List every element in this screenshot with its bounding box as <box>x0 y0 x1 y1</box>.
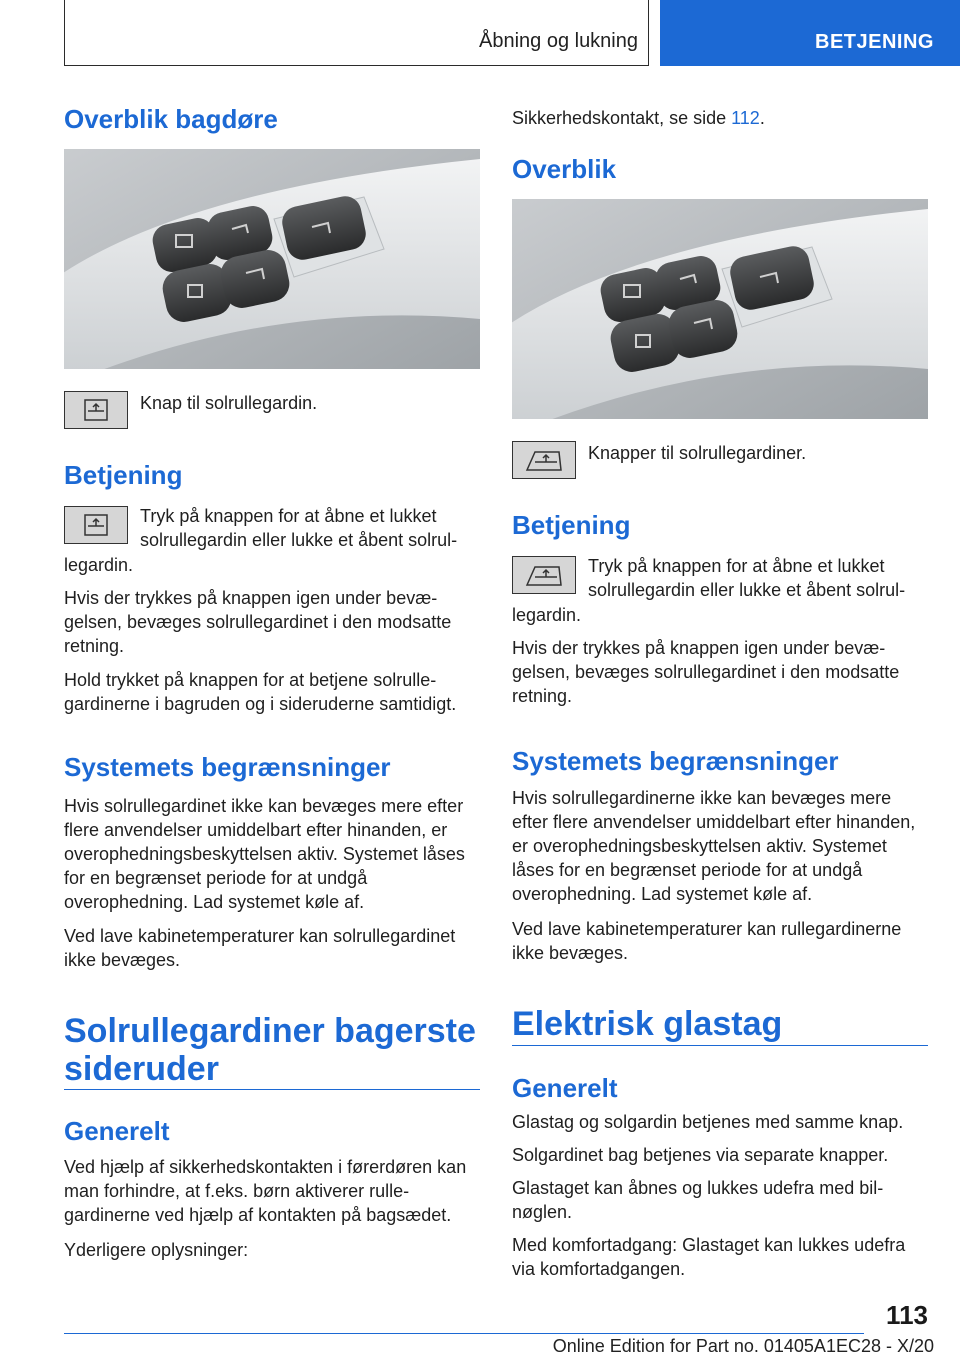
paragraph-betjening-left-1c: legardin. <box>64 555 134 575</box>
paragraph-generelt-right-1: Glastag og solgardin betjenes med samme knap. <box>512 1112 904 1132</box>
cross-reference <box>512 106 930 130</box>
header-section-title: Åbning og lukning <box>478 30 638 52</box>
header-chapter-tab[interactable] <box>660 0 960 66</box>
chapter-heading-right: Elektrisk glastag <box>512 1005 783 1043</box>
paragraph-generelt-right-3: Glastaget kan åbnes og lukkes udefra med bilnøglen. <box>512 1178 884 1222</box>
paragraph-betjening-right-2: Hvis der trykkes på knappen igen under bevægelsen, bevæges solrullegardinet i den modsatte retning. <box>512 638 900 706</box>
heading-betjening-right: Betjening <box>512 510 631 540</box>
header-separator <box>648 0 649 66</box>
paragraph-generelt-right-4: Med komfortadgang: Glastaget kan lukkes udefra via komfortadgangen. <box>512 1235 906 1279</box>
paragraph-betjening-left-3: Hold trykket på knappen for at betjene solrullegardinerne i bagruden og i sideruderne samtidigt. <box>64 670 457 714</box>
chapter-rule-right <box>512 1045 928 1046</box>
paragraph-betjening-right-1c: legardin. <box>512 605 582 625</box>
paragraph-systemets-right-1: Hvis solrullegardinerne ikke kan bevæges mere efter flere anvendelser umiddelbart efter hinanden, er overophedningsbeskyttelsen aktiv. Systemet låses for en begrænset periode for at undgå overophedning. Lad systemet køle af. <box>512 788 916 904</box>
paragraph-generelt-right-2: Solgardinet bag betjenes via separate knapper. <box>512 1145 889 1165</box>
heading-betjening-left: Betjening <box>64 460 183 490</box>
footer-edition: Online Edition for Part no. 01405A1EC28 - X/20 <box>552 1336 934 1356</box>
sunblind-button-icon-2 <box>64 506 128 544</box>
sunblind-button-icon <box>64 391 128 429</box>
heading-generelt-left: Generelt <box>64 1116 170 1146</box>
paragraph-betjening-right-1a: Tryk på knappen for at åbne et lukket <box>588 556 885 576</box>
footer-rule <box>64 1333 864 1334</box>
heading-generelt-right: Generelt <box>512 1073 618 1103</box>
chapter-rule-left <box>64 1089 480 1090</box>
header-chapter-label: BETJENING <box>815 31 934 53</box>
chapter-heading-left: Solrullegardiner bagerste sideruder <box>64 1012 476 1088</box>
side-window-sunblind-icon-2 <box>512 556 576 594</box>
paragraph-generelt-left-2: Yderligere oplysninger: <box>64 1240 249 1260</box>
cross-reference-text: Sikkerhedskontakt, se side <box>512 108 732 128</box>
page-number: 113 <box>886 1300 928 1330</box>
paragraph-systemets-left-1: Hvis solrullegardinet ikke kan bevæges mere efter flere anvendelser umiddelbart efter hinanden, er overophedningsbeskyttelsen aktiv. Systemet låses for en begrænset periode for at undgå overophedning. Lad systemet køle af. <box>64 796 465 912</box>
cross-reference-page-link[interactable]: 112 <box>731 108 760 128</box>
door-switch-photo-left <box>64 149 480 369</box>
caption-sunblind-button: Knap til solrullegardin. <box>140 393 318 413</box>
heading-overblik-right: Overblik <box>512 154 617 184</box>
paragraph-betjening-left-2: Hvis der trykkes på knappen igen under bevægelsen, bevæges solrullegardinet i den modsatte retning. <box>64 588 452 656</box>
side-window-sunblind-icon <box>512 441 576 479</box>
caption-side-window-buttons: Knapper til solrullegardiner. <box>588 443 807 463</box>
heading-systemets-right: Systemets begrænsninger <box>512 746 839 776</box>
door-switch-photo-right <box>512 199 928 419</box>
heading-overblik-bagdore: Overblik bagdøre <box>64 104 278 134</box>
paragraph-systemets-left-2: Ved lave kabinetemperaturer kan solrullegardinet ikke bevæges. <box>64 926 456 970</box>
paragraph-betjening-left-1b: solrullegardin eller lukke et åbent solrul- <box>140 530 458 550</box>
cross-reference-end: . <box>759 108 765 128</box>
paragraph-generelt-left-1: Ved hjælp af sikkerhedskontakten i førerdøren kan man forhindre, at f.eks. børn aktiverer rullegardinerne ved hjælp af kontakten på bagsædet. <box>64 1157 467 1225</box>
paragraph-systemets-right-2: Ved lave kabinetemperaturer kan rullegardinerne ikke bevæges. <box>512 919 902 963</box>
paragraph-betjening-left-1a: Tryk på knappen for at åbne et lukket <box>140 506 437 526</box>
heading-systemets-left: Systemets begrænsninger <box>64 752 391 782</box>
paragraph-betjening-right-1b: solrullegardin eller lukke et åbent solrul- <box>588 580 906 600</box>
